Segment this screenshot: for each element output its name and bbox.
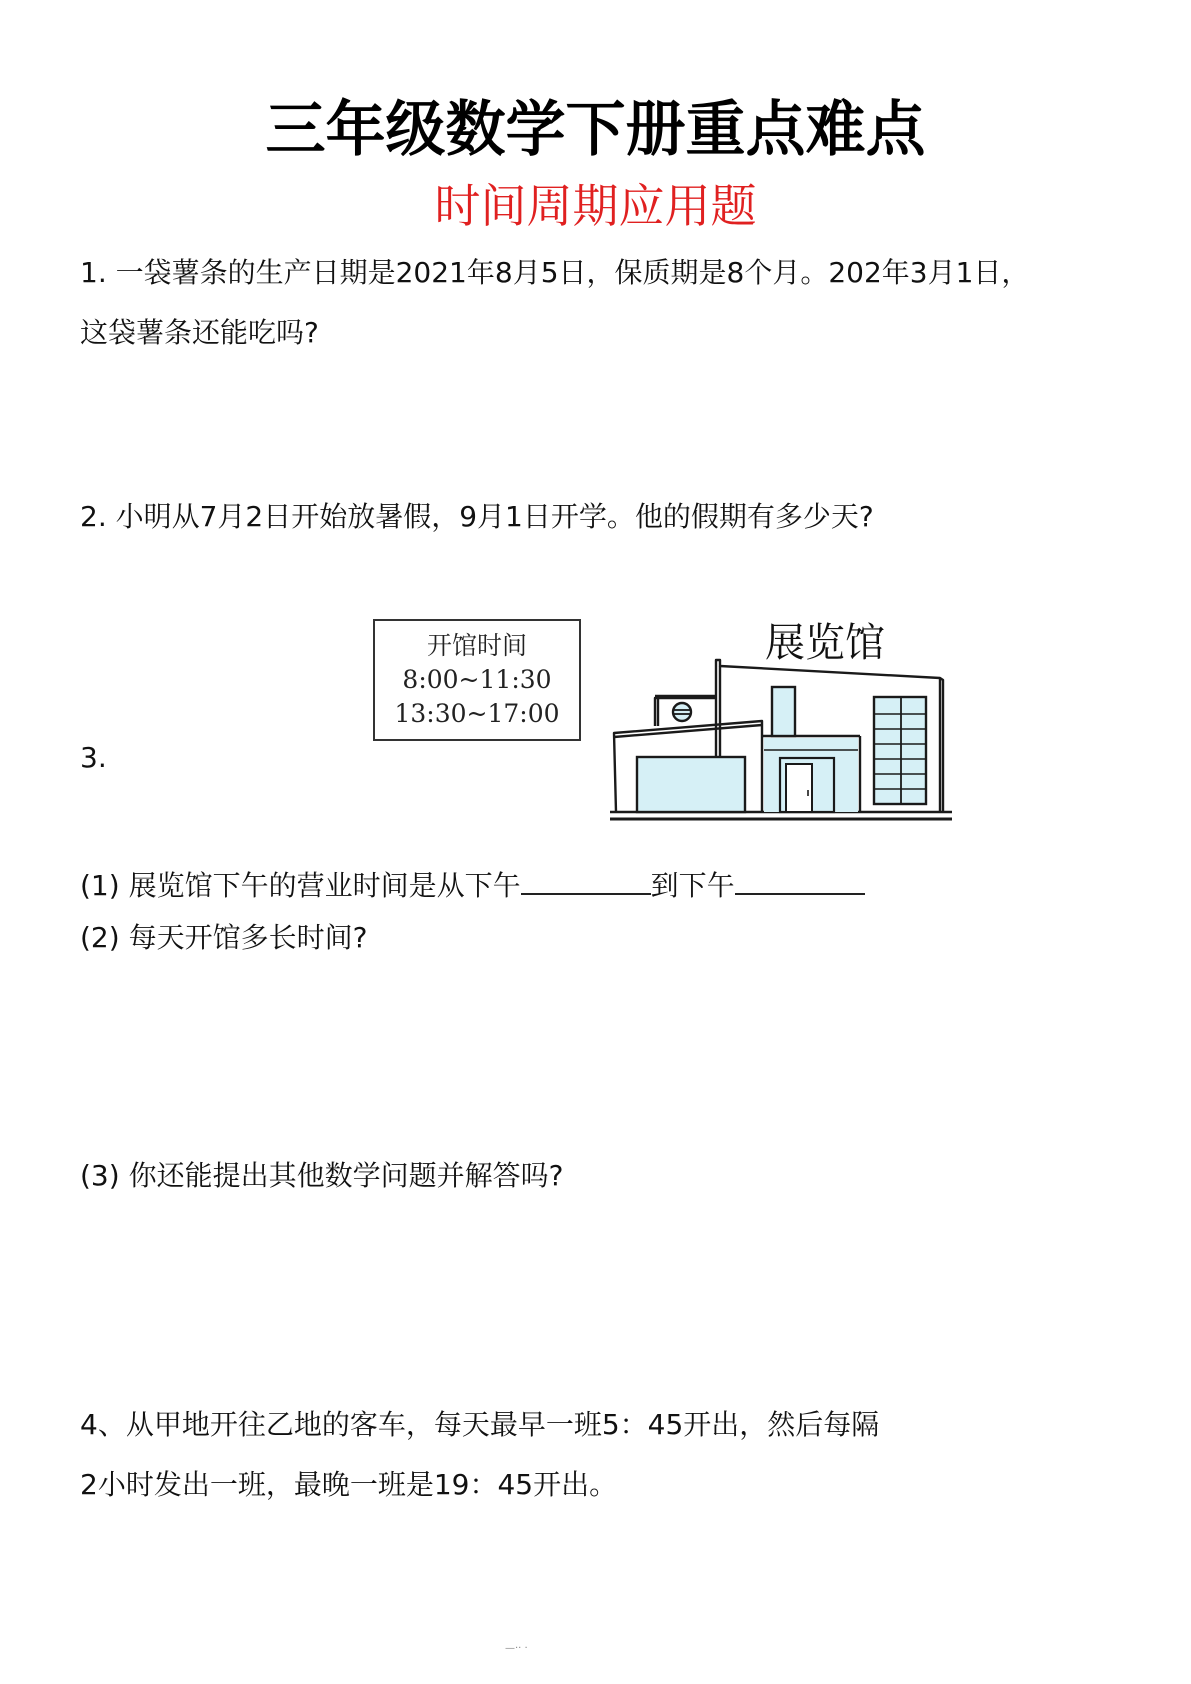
question-3-sub-3: (3) 你还能提出其他数学问题并解答吗? bbox=[80, 1159, 564, 1192]
question-1-line-2: 这袋薯条还能吃吗? bbox=[80, 316, 319, 349]
sub-1-text-middle: 到下午 bbox=[650, 869, 735, 902]
question-4-line-2: 2小时发出一班，最晚一班是19：45开出。 bbox=[80, 1468, 618, 1501]
question-1-line-1: 1. 一袋薯条的生产日期是2021年8月5日，保质期是8个月。202年3月1日， bbox=[80, 256, 1030, 289]
page-subtitle: 时间周期应用题 bbox=[434, 179, 757, 233]
question-4-line-1: 4、从甲地开往乙地的客车，每天最早一班5：45开出，然后每隔 bbox=[80, 1408, 880, 1441]
notice-morning-hours: 8:00~11:30 bbox=[402, 665, 552, 694]
question-2-line-1: 2. 小明从7月2日开始放暑假，9月1日开学。他的假期有多少天? bbox=[80, 500, 874, 533]
notice-afternoon-hours: 13:30~17:00 bbox=[394, 699, 560, 728]
sub-1-text-before: (1) 展览馆下午的营业时间是从下午 bbox=[80, 869, 521, 902]
building-sign: 展览馆 bbox=[765, 620, 885, 666]
answer-blank-start[interactable] bbox=[521, 863, 651, 895]
notice-title: 开馆时间 bbox=[426, 631, 527, 660]
question-3-sub-2: (2) 每天开馆多长时间? bbox=[80, 921, 368, 954]
question-3-number: 3. bbox=[80, 741, 107, 774]
footer-mark: —·· · bbox=[505, 1643, 528, 1654]
page-title: 三年级数学下册重点难点 bbox=[265, 95, 926, 165]
answer-blank-end[interactable] bbox=[735, 863, 865, 895]
opening-hours-notice bbox=[373, 619, 581, 741]
question-3-sub-1 bbox=[80, 863, 865, 906]
